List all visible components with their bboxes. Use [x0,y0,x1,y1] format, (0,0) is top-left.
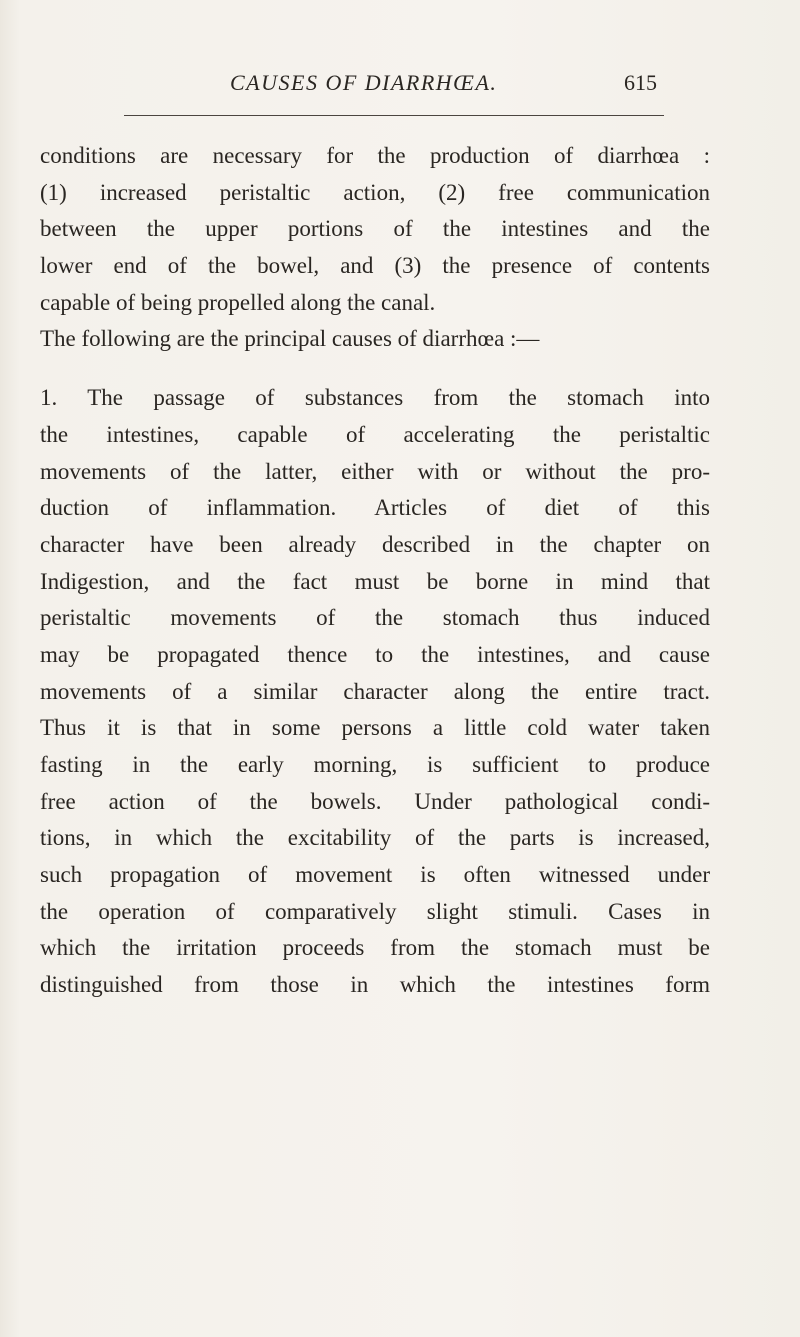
text-line: 1. The passage of substances from the stomach into [40,385,710,411]
text-line: Thus it is that in some persons a little cold water taken [40,715,710,741]
text-line: which the irritation proceeds from the stomach must be [40,935,710,961]
text-line: The following are the principal causes of diarrhœa :— [40,326,540,352]
page-header [0,70,800,106]
paragraph-conditions [40,138,710,321]
paragraph-gap [40,358,710,380]
text-line: the intestines, capable of accelerating the peristaltic [40,421,710,447]
text-line: between the upper portions of the intestines and the [40,216,710,242]
text-line: free action of the bowels. Under pathological condi- [40,788,710,814]
text-line: tions, in which the excitability of the parts is increased, [40,825,710,851]
text-line: distinguished from those in which the intestines form [40,972,710,998]
body-text [40,138,710,1004]
text-line: may be propagated thence to the intestines, and cause [40,641,710,667]
text-line: Indigestion, and the fact must be borne in mind that [40,568,710,594]
text-line: lower end of the bowel, and (3) the presence of contents [40,253,710,279]
header-rule [124,115,664,116]
text-line: movements of a similar character along the entire tract. [40,678,710,704]
text-line: (1) increased peristaltic action, (2) free communication [40,179,710,205]
text-line: such propagation of movement is often witnessed under [40,862,710,888]
paragraph-cause-1 [40,380,710,1004]
paragraph-principal-causes [40,321,710,358]
text-line: movements of the latter, either with or without the pro- [40,458,710,484]
text-line: capable of being propelled along the canal. [40,289,436,315]
running-head: CAUSES OF DIARRHŒA. [230,70,498,95]
text-line: fasting in the early morning, is sufficient to produce [40,752,710,777]
text-line: character have been already described in the chapter on [40,531,710,557]
text-line: conditions are necessary for the production of diarrhœa : [40,143,710,168]
text-line: peristaltic movements of the stomach thus induced [40,605,710,631]
text-line: the operation of comparatively slight stimuli. Cases in [40,898,710,924]
page-number: 615 [624,70,657,95]
text-line: duction of inflammation. Articles of diet of this [40,495,710,521]
